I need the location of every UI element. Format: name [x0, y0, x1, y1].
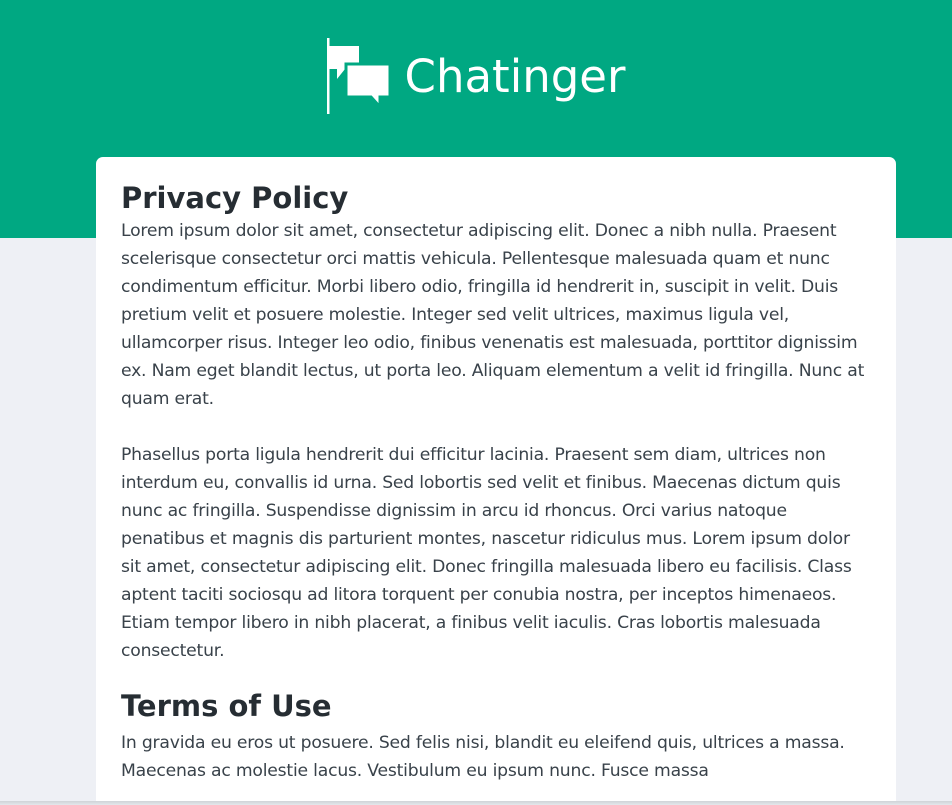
privacy-policy-title: Privacy Policy	[121, 181, 349, 215]
privacy-paragraph-2: Phasellus porta ligula hendrerit dui efficitur lacinia. Praesent sem diam, ultrices non interdum eu, convallis id urna. Sed lobortis sed velit et finibus. Maecenas dictum quis nunc ac fringilla. Suspendisse dignissim in arcu id rhoncus. Orci varius natoque penatibus et magnis dis parturient montes, nascetur ridiculus mus. Lorem ipsum dolor sit amet, consectetur adipiscing elit. Donec fringilla malesuada libero eu facilisis. Class aptent taciti sociosqu ad litora torquent per conubia nostra, per inceptos himenaeos. Etiam tempor libero in nibh placerat, a finibus velit iaculis. Cras lobortis malesuada consectetur.	[121, 445, 852, 661]
chat-bubbles-icon	[327, 38, 393, 114]
brand-name: Chatinger	[404, 49, 626, 103]
terms-paragraph-1: In gravida eu eros ut posuere. Sed felis nisi, blandit eu eleifend quis, ultrices a massa. Maecenas ac molestie lacus. Vestibulum eu ipsum nunc. Fusce massa	[121, 733, 845, 781]
brand-logo	[0, 38, 952, 114]
content-card	[96, 157, 896, 805]
terms-of-use-title: Terms of Use	[121, 689, 332, 723]
privacy-paragraph-1: Lorem ipsum dolor sit amet, consectetur adipiscing elit. Donec a nibh nulla. Praesent scelerisque consectetur orci mattis vehicula. Pellentesque malesuada quam et nunc condimentum efficitur. Morbi libero odio, fringilla id hendrerit in, suscipit in velit. Duis pretium velit et posuere molestie. Integer sed velit ultrices, maximus ligula vel, ullamcorper risus. Integer leo odio, finibus venenatis est malesuada, porttitor dignissim ex. Nam eget blandit lectus, ut porta leo. Aliquam elementum a velit id fringilla. Nunc at quam erat.	[121, 221, 865, 409]
paragraph-spacer	[121, 413, 871, 441]
bottom-edge	[0, 801, 952, 805]
